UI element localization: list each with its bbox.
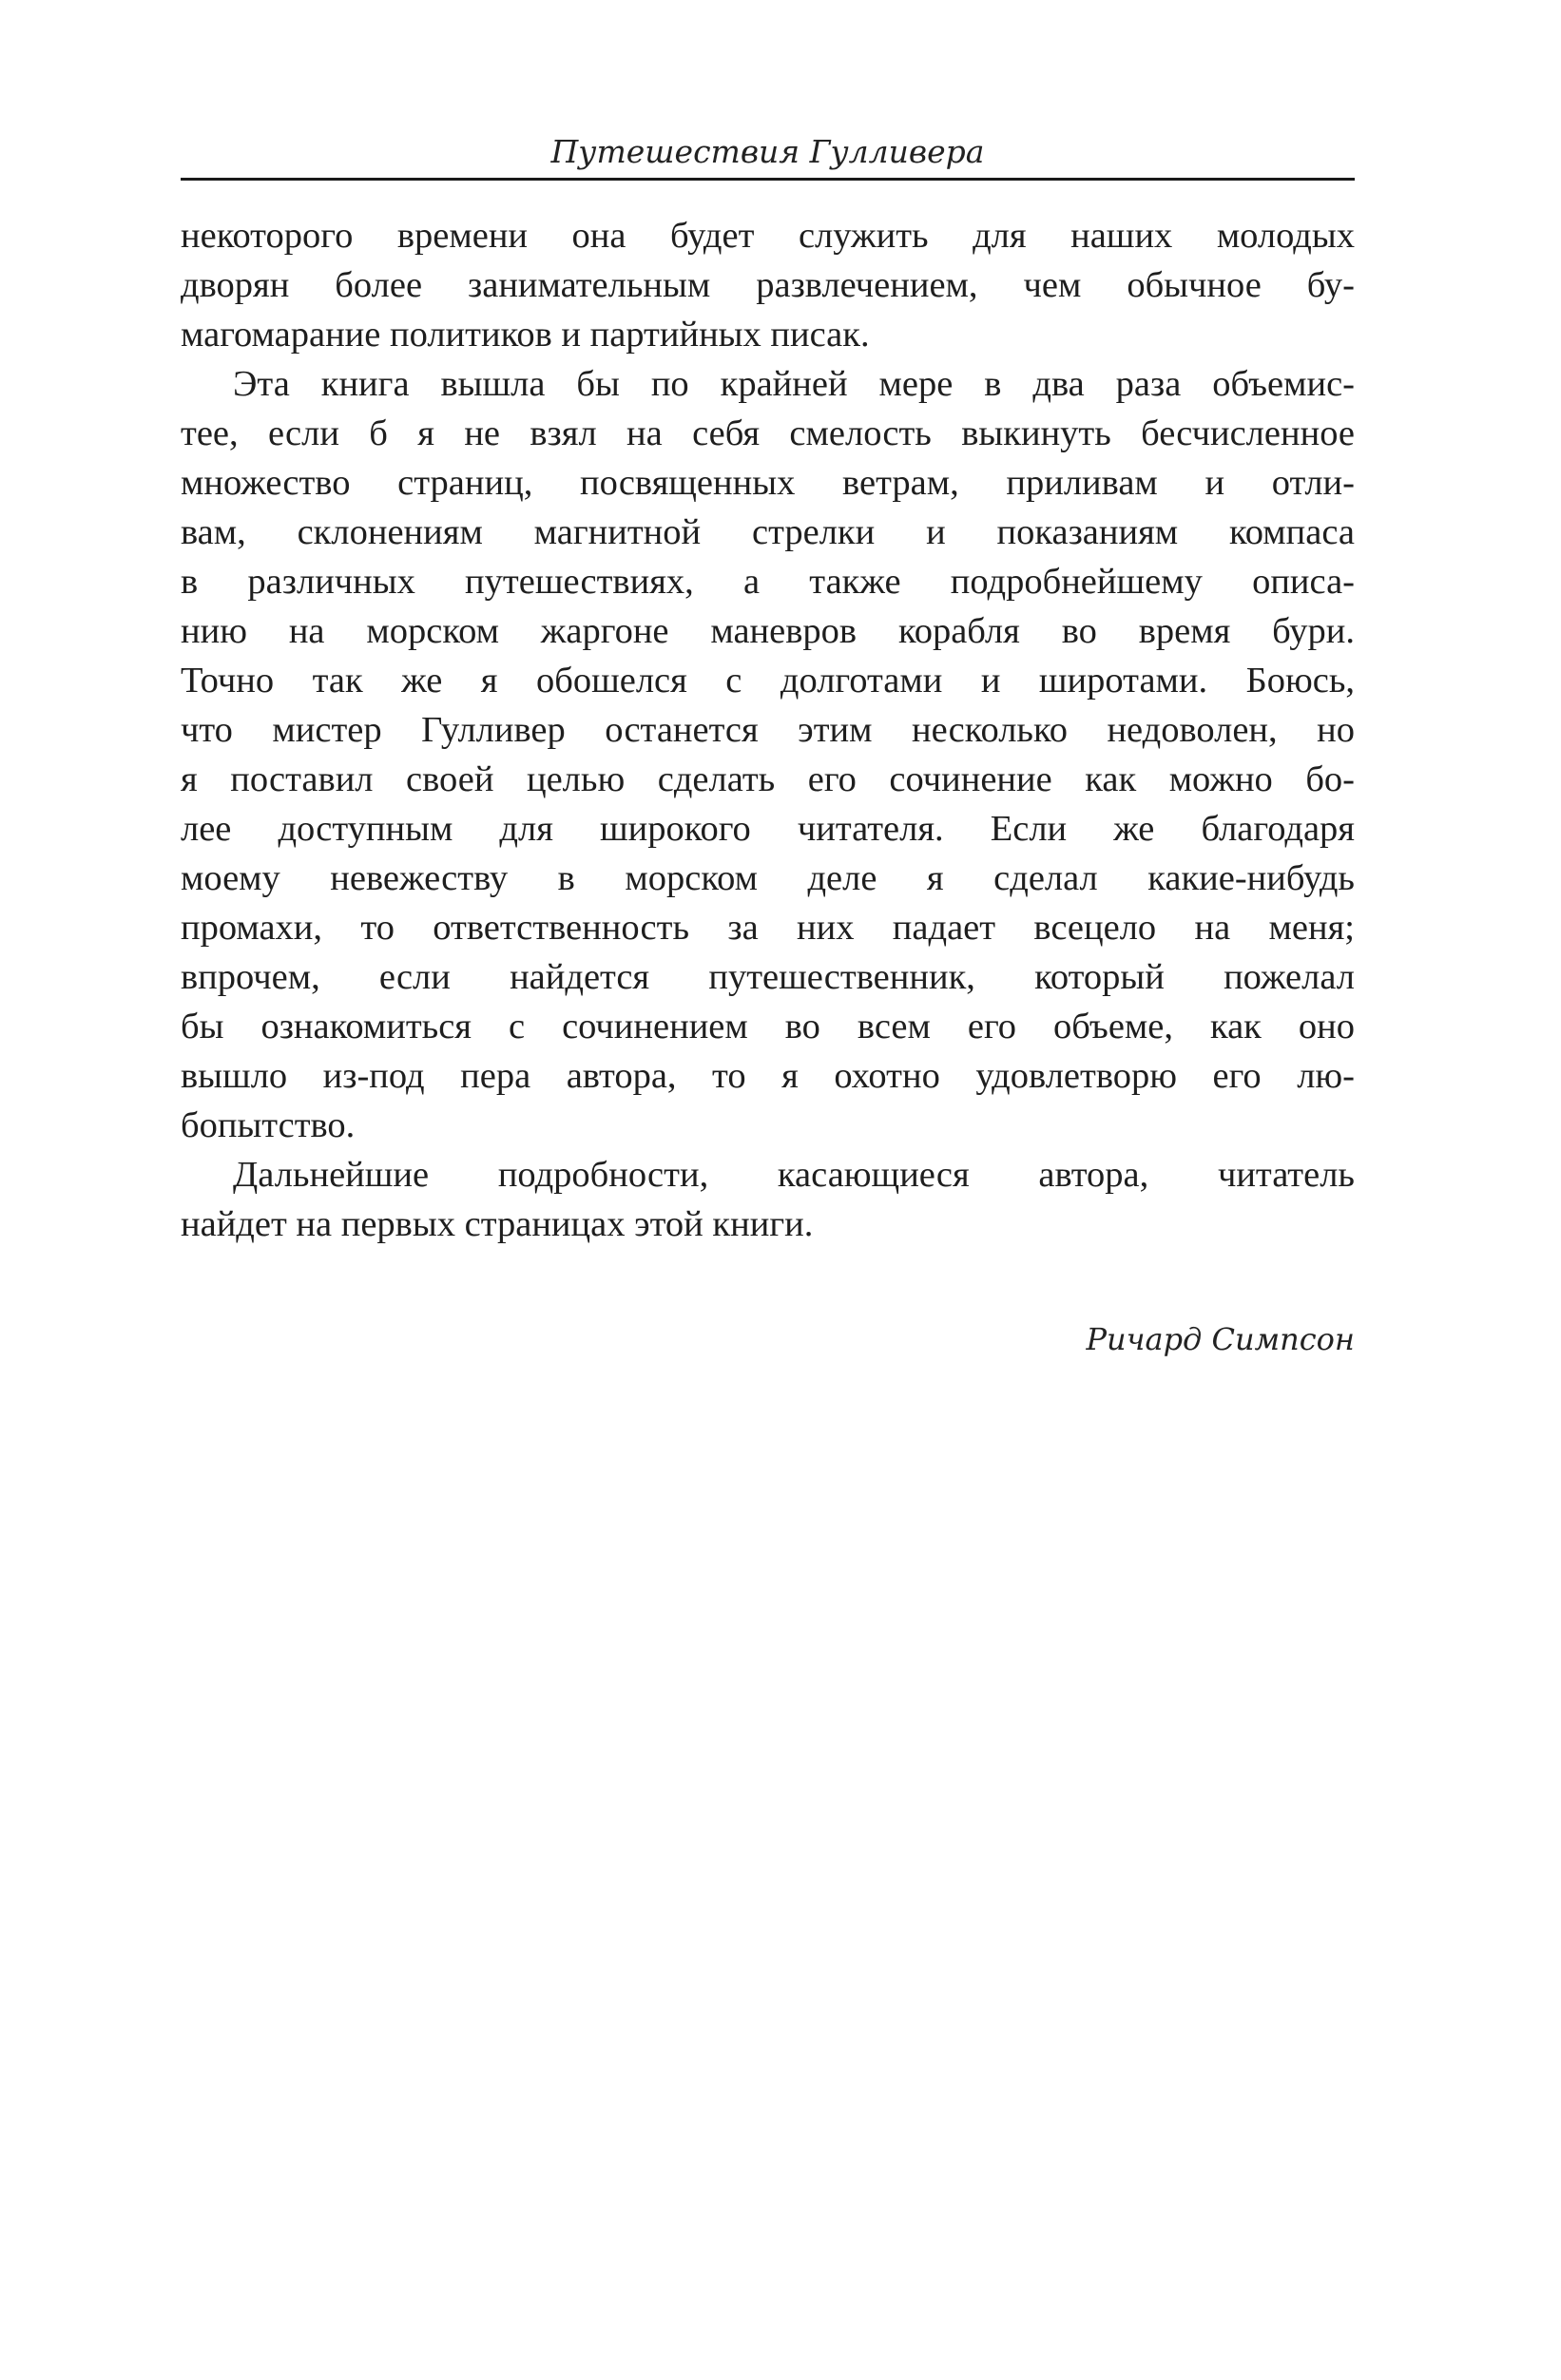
text-line: бопытство. [181,1105,356,1145]
text-line: лее доступным для широкого читателя. Если же благодаря [181,809,1355,849]
text-line: дворян более занимательным развлечением, чем обычное бу- [181,265,1355,305]
text-line: Эта книга вышла бы по крайней мере в два раза объемис- [233,364,1355,404]
text-line: множество страниц, посвященных ветрам, приливам и отли- [181,463,1355,503]
text-line: некоторого времени она будет служить для наших молодых [181,216,1355,256]
text-line: я поставил своей целью сделать его сочинение как можно бо- [181,759,1355,799]
paragraph [181,1150,1355,1249]
text-line: тее, если б я не взял на себя смелость выкинуть бесчисленное [181,413,1355,453]
text-line: вам, склонениям магнитной стрелки и показаниям компаса [181,512,1355,552]
text-line: впрочем, если найдется путешественник, который пожелал [181,957,1355,997]
paragraph [181,211,1355,359]
text-line: промахи, то ответственность за них падает всецело на меня; [181,908,1355,948]
text-line: найдет на первых страницах этой книги. [181,1204,814,1244]
text-line: вышло из-под пера автора, то я охотно удовлетворю его лю- [181,1056,1355,1096]
text-line: нию на морском жаргоне маневров корабля во время бури. [181,611,1355,651]
body-text [181,211,1355,1249]
header-rule [181,178,1355,181]
text-line: Дальнейшие подробности, касающиеся автора, читатель [233,1155,1355,1195]
running-head: Путешествия Гулливера [550,133,985,170]
text-line: в различных путешествиях, а также подробнейшему описа- [181,562,1355,602]
text-line: магомарание политиков и партийных писак. [181,315,870,355]
paragraph [181,359,1355,1150]
text-line: моему невежеству в морском деле я сделал какие-нибудь [181,858,1355,898]
text-line: Точно так же я обошелся с долготами и широтами. Боюсь, [181,661,1355,701]
text-line: что мистер Гулливер останется этим несколько недоволен, но [181,710,1355,750]
text-line: бы ознакомиться с сочинением во всем его объеме, как оно [181,1007,1355,1046]
signature: Ричард Симпсон [1086,1321,1355,1357]
